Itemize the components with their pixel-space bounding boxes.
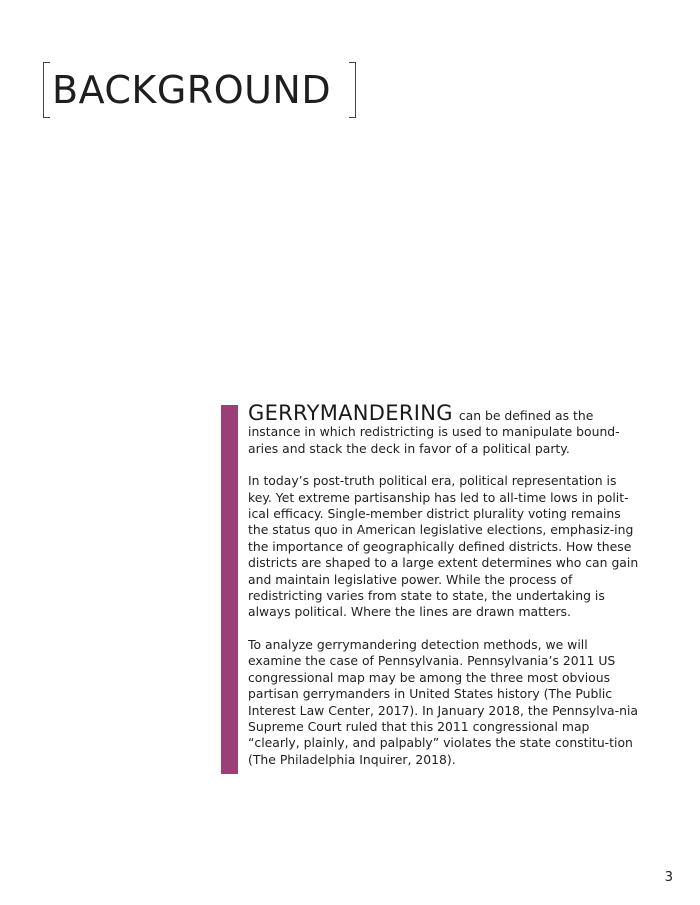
page-number: 3 bbox=[664, 870, 673, 885]
intro-text: can be defined as the instance in which redistricting is used to manipulate bound-aries and stack the deck in favor of a political party. bbox=[248, 408, 620, 456]
body-text bbox=[248, 403, 644, 784]
accent-bar bbox=[221, 405, 238, 774]
paragraph-intro bbox=[248, 403, 644, 457]
lead-word: GERRYMANDERING bbox=[248, 401, 453, 425]
title-frame bbox=[43, 62, 356, 118]
left-bracket bbox=[43, 62, 50, 118]
paragraph-2: In today’s post-truth political era, political representation is key. Yet extreme partisanship has led to all-time lows in polit-ical efficacy. Single-member district plurality voting remains the status quo in American legislative elections, emphasiz-ing the importance of geographically defined districts. How these districts are shaped to a large extent determines who can gain and maintain legislative power. While the process of redistricting varies from state to state, the undertaking is always political. Where the lines are drawn matters. bbox=[248, 473, 639, 620]
right-bracket bbox=[349, 62, 356, 118]
paragraph-3: To analyze gerrymandering detection methods, we will examine the case of Pennsylvania. Pennsylvania’s 2011 US congressional map may be among the three most obvious partisan gerrymanders in United States history (The Public Interest Law Center, 2017). In January 2018, the Pennsylva-nia Supreme Court ruled that this 2011 congressional map “clearly, plainly, and palpably” violates the state constitu-tion (The Philadelphia Inquirer, 2018). bbox=[248, 636, 638, 767]
page-title: BACKGROUND bbox=[52, 68, 332, 112]
